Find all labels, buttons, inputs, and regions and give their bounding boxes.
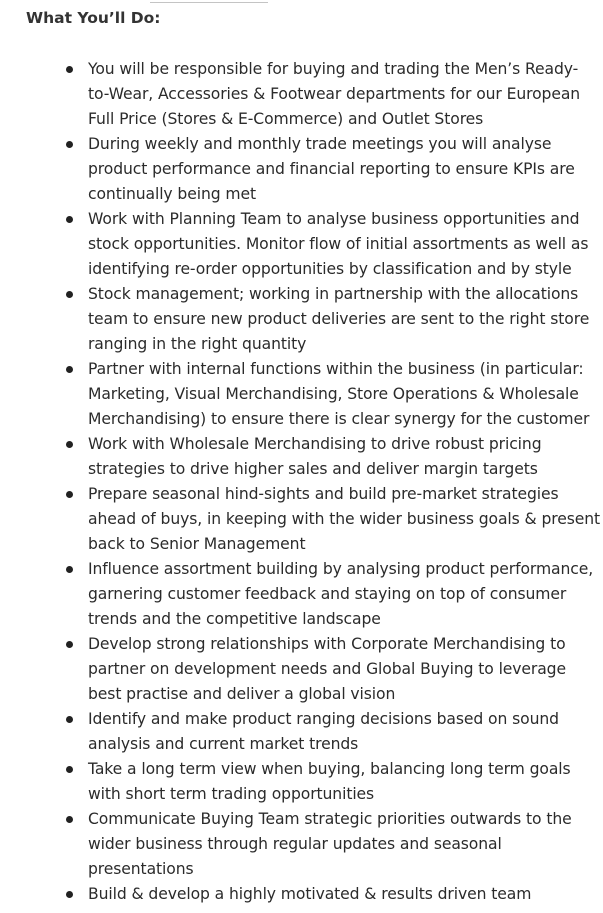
list-item-line: You will be responsible for buying and trading the Men’s Ready-: [88, 60, 579, 78]
bullet-icon: [66, 141, 73, 148]
list-item-line: back to Senior Management: [88, 535, 306, 553]
list-item: [0, 707, 603, 757]
list-item: [0, 57, 603, 132]
list-item-line: partner on development needs and Global Buying to leverage: [88, 660, 566, 678]
bullet-icon: [66, 816, 73, 823]
list-item-line: strategies to drive higher sales and deliver margin targets: [88, 460, 538, 478]
bullet-icon: [66, 66, 73, 73]
responsibilities-list: [0, 57, 603, 907]
list-item: [0, 807, 603, 882]
list-item-line: During weekly and monthly trade meetings you will analyse: [88, 135, 552, 153]
bullet-icon: [66, 216, 73, 223]
list-item-line: Stock management; working in partnership with the allocations: [88, 285, 579, 303]
list-item-line: product performance and financial reporting to ensure KPIs are: [88, 160, 575, 178]
list-item-line: Build & develop a highly motivated & results driven team: [88, 885, 532, 903]
list-item-line: to-Wear, Accessories & Footwear departments for our European: [88, 85, 581, 103]
bullet-icon: [66, 766, 73, 773]
list-item-line: identifying re-order opportunities by classification and by style: [88, 260, 572, 278]
list-item-line: Identify and make product ranging decisions based on sound: [88, 710, 559, 728]
bullet-icon: [66, 291, 73, 298]
bullet-icon: [66, 641, 73, 648]
bullet-icon: [66, 716, 73, 723]
list-item: [0, 557, 603, 632]
list-item-line: trends and the competitive landscape: [88, 610, 381, 628]
list-item: [0, 282, 603, 357]
list-item-line: Work with Planning Team to analyse business opportunities and: [88, 210, 580, 228]
list-item-line: with short term trading opportunities: [88, 785, 375, 803]
list-item-line: Communicate Buying Team strategic priorities outwards to the: [88, 810, 572, 828]
list-item-line: Partner with internal functions within the business (in particular:: [88, 360, 584, 378]
bullet-icon: [66, 441, 73, 448]
list-item: [0, 432, 603, 482]
bullet-icon: [66, 566, 73, 573]
list-item: [0, 757, 603, 807]
list-item-line: stock opportunities. Monitor flow of initial assortments as well as: [88, 235, 589, 253]
bullet-icon: [66, 891, 73, 898]
list-item: [0, 207, 603, 282]
list-item-line: Influence assortment building by analysing product performance,: [88, 560, 594, 578]
list-item-line: Take a long term view when buying, balancing long term goals: [88, 760, 571, 778]
list-item-line: ranging in the right quantity: [88, 335, 307, 353]
list-item-line: Work with Wholesale Merchandising to drive robust pricing: [88, 435, 542, 453]
list-item-line: Marketing, Visual Merchandising, Store Operations & Wholesale: [88, 385, 579, 403]
list-item: [0, 357, 603, 432]
list-item-line: wider business through regular updates and seasonal: [88, 835, 502, 853]
list-item-line: Merchandising) to ensure there is clear synergy for the customer: [88, 410, 590, 428]
list-item-line: best practise and deliver a global vision: [88, 685, 396, 703]
list-item-line: ahead of buys, in keeping with the wider business goals & present: [88, 510, 601, 528]
list-item-line: team to ensure new product deliveries are sent to the right store: [88, 310, 590, 328]
section-heading: What You’ll Do:: [26, 9, 161, 27]
list-item-line: continually being met: [88, 185, 256, 203]
list-item: [0, 632, 603, 707]
list-item-line: Prepare seasonal hind-sights and build pre-market strategies: [88, 485, 559, 503]
list-item-line: Full Price (Stores & E-Commerce) and Outlet Stores: [88, 110, 484, 128]
list-item-line: analysis and current market trends: [88, 735, 359, 753]
list-item: [0, 132, 603, 207]
list-item-line: presentations: [88, 860, 194, 878]
cropped-text-edge: [150, 0, 268, 3]
list-item: [0, 482, 603, 557]
bullet-icon: [66, 491, 73, 498]
list-item: [0, 882, 603, 907]
bullet-icon: [66, 366, 73, 373]
list-item-line: garnering customer feedback and staying on top of consumer: [88, 585, 567, 603]
list-item-line: Develop strong relationships with Corporate Merchandising to: [88, 635, 566, 653]
